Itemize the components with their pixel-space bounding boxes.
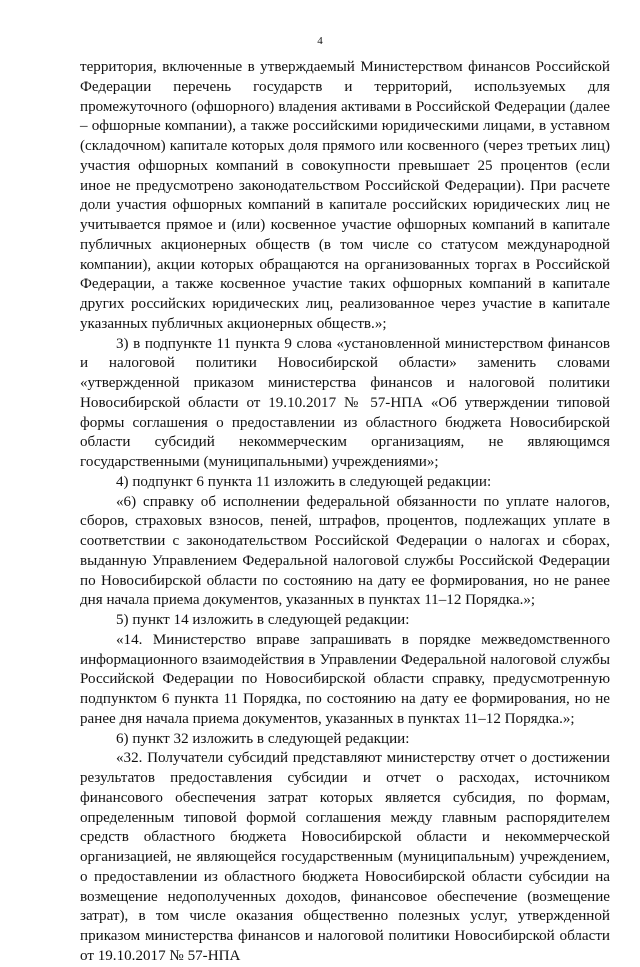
- paragraph-item-4: 4) подпункт 6 пункта 11 изложить в следующей редакции:: [116, 473, 492, 490]
- paragraph-item-3: 3) в подпункте 11 пункта 9 слова «установленной министерством финансов и налоговой политики Новосибирской области» заменить словами «утвержденной приказом министерства финансов и налоговой политики Новосибирской области от 19.10.2017 № 57-НПА «Об утверждении типовой формы соглашения о предоставлении из областного бюджета Новосибирской области субсидий некоммерческим организациям, не являющимся государственными (муниципальными) учреждениями»;: [80, 335, 610, 470]
- paragraph-item-6: 6) пункт 32 изложить в следующей редакции:: [116, 730, 410, 747]
- paragraph-point-14-text: «14. Министерство вправе запрашивать в порядке межведомственного информационного взаимодействия в Управлении Федеральной налоговой службы Российской Федерации по Новосибирской области справку, предусмотренную подпунктом 6 пункта 11 Порядка, по состоянию на дату ее формирования, но не ранее дня начала приема документов, указанных в пунктах 11–12 Порядка.»;: [80, 631, 610, 727]
- paragraph-item-5: 5) пункт 14 изложить в следующей редакции:: [116, 612, 410, 628]
- paragraph-subitem-6-text: «6) справку об исполнении федеральной обязанности по уплате налогов, сборов, страховых взносов, пеней, штрафов, процентов, подлежащих уплате в соответствии с законодательством Российской Федерации о налогах и сборах, выданную Управлением Федеральной налоговой службы Российской Федерации по Новосибирской области по состоянию на дату ее формирования, но не ранее дня начала приема документов, указанных в пунктах 11–12 Порядка.»;: [80, 493, 610, 609]
- paragraph-offshore-definition: территория, включенные в утверждаемый Министерством финансов Российской Федерации перечень государств и территорий, используемых для промежуточного (офшорного) владения активами в Российской Федерации (далее – офшорные компании), а также российскими юридическими лицами, в уставном (складочном) капитале которых доля прямого или косвенного (через третьих лиц) участия офшорных компаний в совокупности превышает 25 процентов (если иное не предусмотрено законодательством Российской Федерации). При расчете доли участия офшорных компаний в капитале российских юридических лиц не учитывается прямое и (или) косвенное участие офшорных компаний в капитале публичных акционерных обществ (в том числе со статусом международной компании), акции которых обращаются на организованных торгах в Российской Федерации, а также косвенное участие таких офшорных компаний в капитале других российских юридических лиц, реализованное через участие в капитале указанных публичных акционерных обществ.»;: [80, 59, 610, 332]
- paragraph-point-32-text: «32. Получатели субсидий представляют министерству отчет о достижении результатов предоставления субсидии и отчет о расходах, источником финансового обеспечения затрат которых является субсидия, по формам, определенным типовой формой соглашения между главным распорядителем средств областного бюджета Новосибирской области и некоммерческой организацией, не являющейся государственным (муниципальным) учреждением, о предоставлении из областного бюджета Новосибирской области субсидии на возмещение недополученных доходов, финансовое обеспечение (возмещение затрат), в том числе оказания общественно полезных услуг, утвержденной приказом министерства финансов и налоговой политики Новосибирской области от 19.10.2017 № 57-НПА: [80, 750, 610, 964]
- page-number: 4: [317, 35, 323, 47]
- document-body: [80, 58, 610, 967]
